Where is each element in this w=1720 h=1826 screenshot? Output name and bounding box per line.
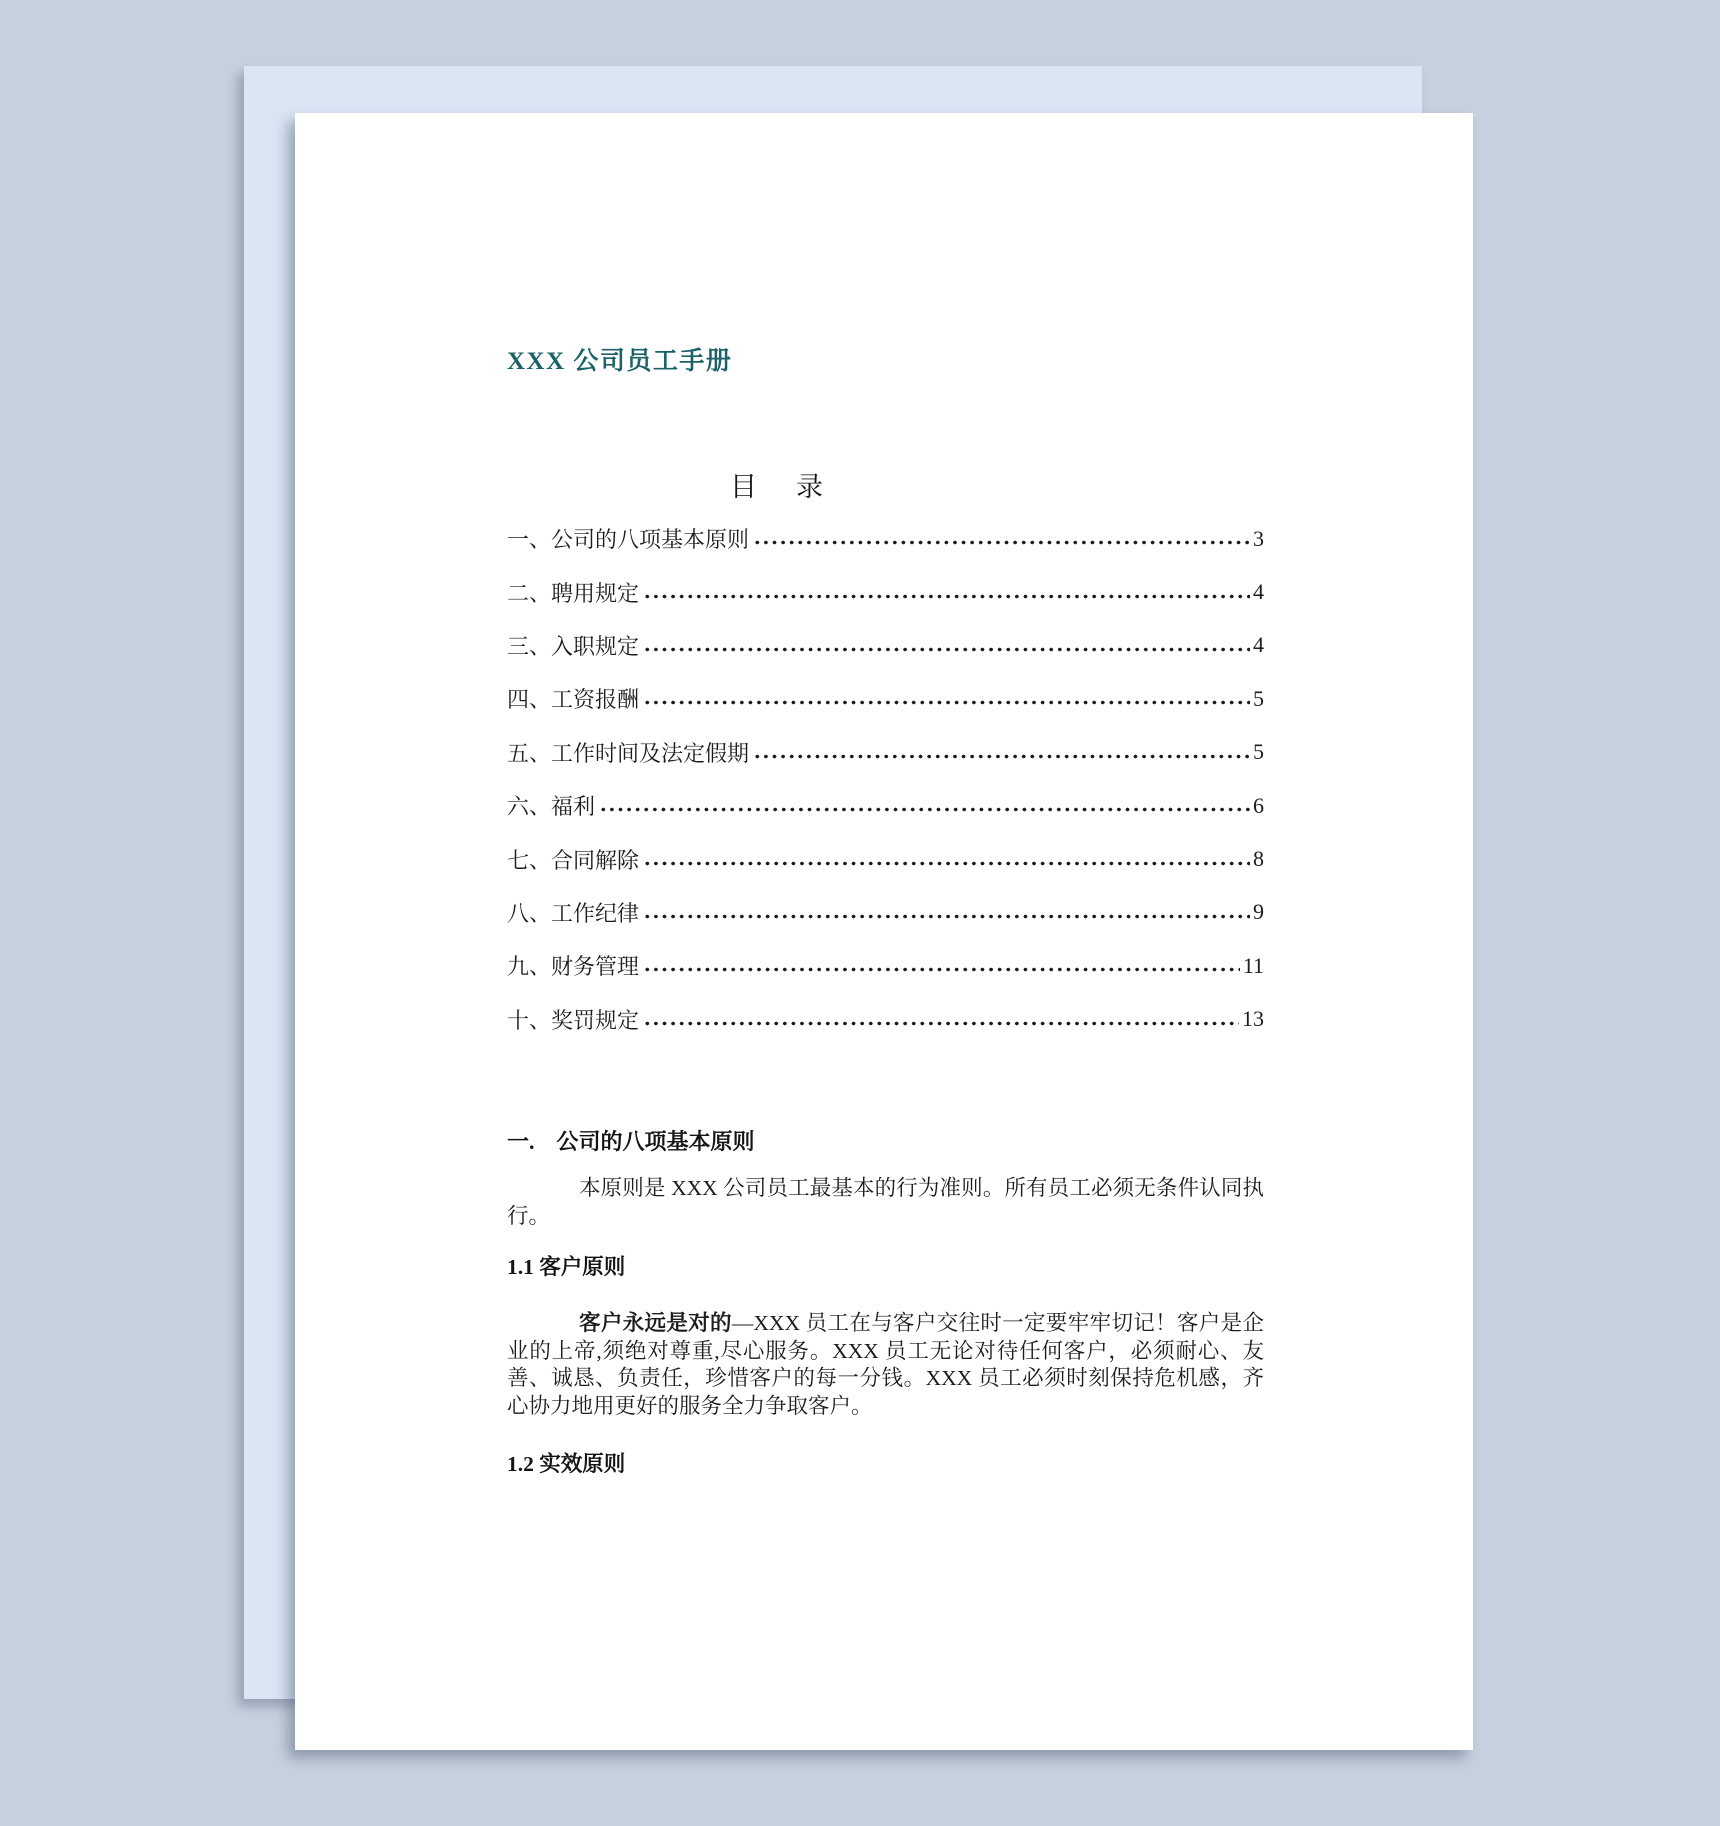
- toc-entry-label: 一、公司的八项基本原则: [507, 527, 750, 553]
- toc-entry: [507, 993, 1264, 1046]
- toc-entry-page-number: 13: [1242, 1006, 1264, 1032]
- subsection-1-1-heading: 1.1 客户原则: [507, 1255, 626, 1279]
- toc-entry-page-number: 11: [1242, 952, 1264, 978]
- toc-entry-page-number: 6: [1253, 792, 1264, 818]
- toc-entry: [507, 726, 1264, 779]
- toc-entry-label: 三、入职规定: [507, 633, 640, 659]
- toc-dotted-leader: [753, 753, 1250, 760]
- toc-header: 目 录: [730, 472, 829, 502]
- toc-dotted-leader: [599, 806, 1250, 813]
- paragraph-lead-bold: 客户永远是对的: [579, 1311, 732, 1335]
- toc-entry-label: 六、福利: [507, 794, 596, 820]
- toc-entry: [507, 565, 1264, 618]
- toc-entry-label: 二、聘用规定: [507, 580, 640, 606]
- toc-entry-label: 十、奖罚规定: [507, 1007, 640, 1033]
- toc-list: [507, 512, 1264, 1046]
- toc-entry-label: 七、合同解除: [507, 847, 640, 873]
- toc-entry-label: 九、财务管理: [507, 954, 640, 980]
- toc-entry-label: 四、工资报酬: [507, 687, 640, 713]
- toc-entry: [507, 832, 1264, 885]
- toc-dotted-leader: [643, 860, 1250, 867]
- subsection-1-2-heading: 1.2 实效原则: [507, 1452, 626, 1476]
- toc-entry: [507, 886, 1264, 939]
- toc-entry-page-number: 5: [1253, 685, 1264, 711]
- toc-dotted-leader: [643, 593, 1250, 600]
- paragraph-body-text: —XXX 员工在与客户交往时一定要牢牢切记！客户是企业的上帝,须绝对尊重,尽心服务。XXX 员工无论对待任何客户，必须耐心、友善、诚恳、负责任，珍惜客户的每一分钱。XXX 员工必须时刻保持危机感，齐心协力地用更好的服务全力争取客户。: [507, 1311, 1264, 1418]
- toc-entry: [507, 512, 1264, 565]
- toc-entry: [507, 619, 1264, 672]
- toc-entry-page-number: 8: [1253, 846, 1264, 872]
- toc-entry-label: 八、工作纪律: [507, 900, 640, 926]
- toc-dotted-leader: [643, 966, 1240, 973]
- toc-dotted-leader: [643, 1020, 1239, 1027]
- toc-entry-page-number: 4: [1253, 632, 1264, 658]
- subsection-1-1-paragraph: [507, 1310, 1264, 1420]
- toc-entry-page-number: 3: [1253, 525, 1264, 551]
- toc-entry: [507, 939, 1264, 992]
- toc-dotted-leader: [643, 646, 1250, 653]
- toc-entry-page-number: 9: [1253, 899, 1264, 925]
- toc-entry: [507, 779, 1264, 832]
- document-page: [295, 113, 1473, 1750]
- toc-entry-page-number: 4: [1253, 579, 1264, 605]
- section-1-intro-paragraph: 本原则是 XXX 公司员工最基本的行为准则。所有员工必须无条件认同执行。: [507, 1176, 1264, 1228]
- section-1-heading: 一. 公司的八项基本原则: [507, 1129, 755, 1154]
- toc-entry: [507, 672, 1264, 725]
- document-title: XXX 公司员工手册: [507, 348, 733, 375]
- toc-dotted-leader: [643, 699, 1250, 706]
- toc-entry-label: 五、工作时间及法定假期: [507, 740, 750, 766]
- toc-entry-page-number: 5: [1253, 739, 1264, 765]
- toc-dotted-leader: [643, 913, 1250, 920]
- toc-dotted-leader: [753, 539, 1250, 546]
